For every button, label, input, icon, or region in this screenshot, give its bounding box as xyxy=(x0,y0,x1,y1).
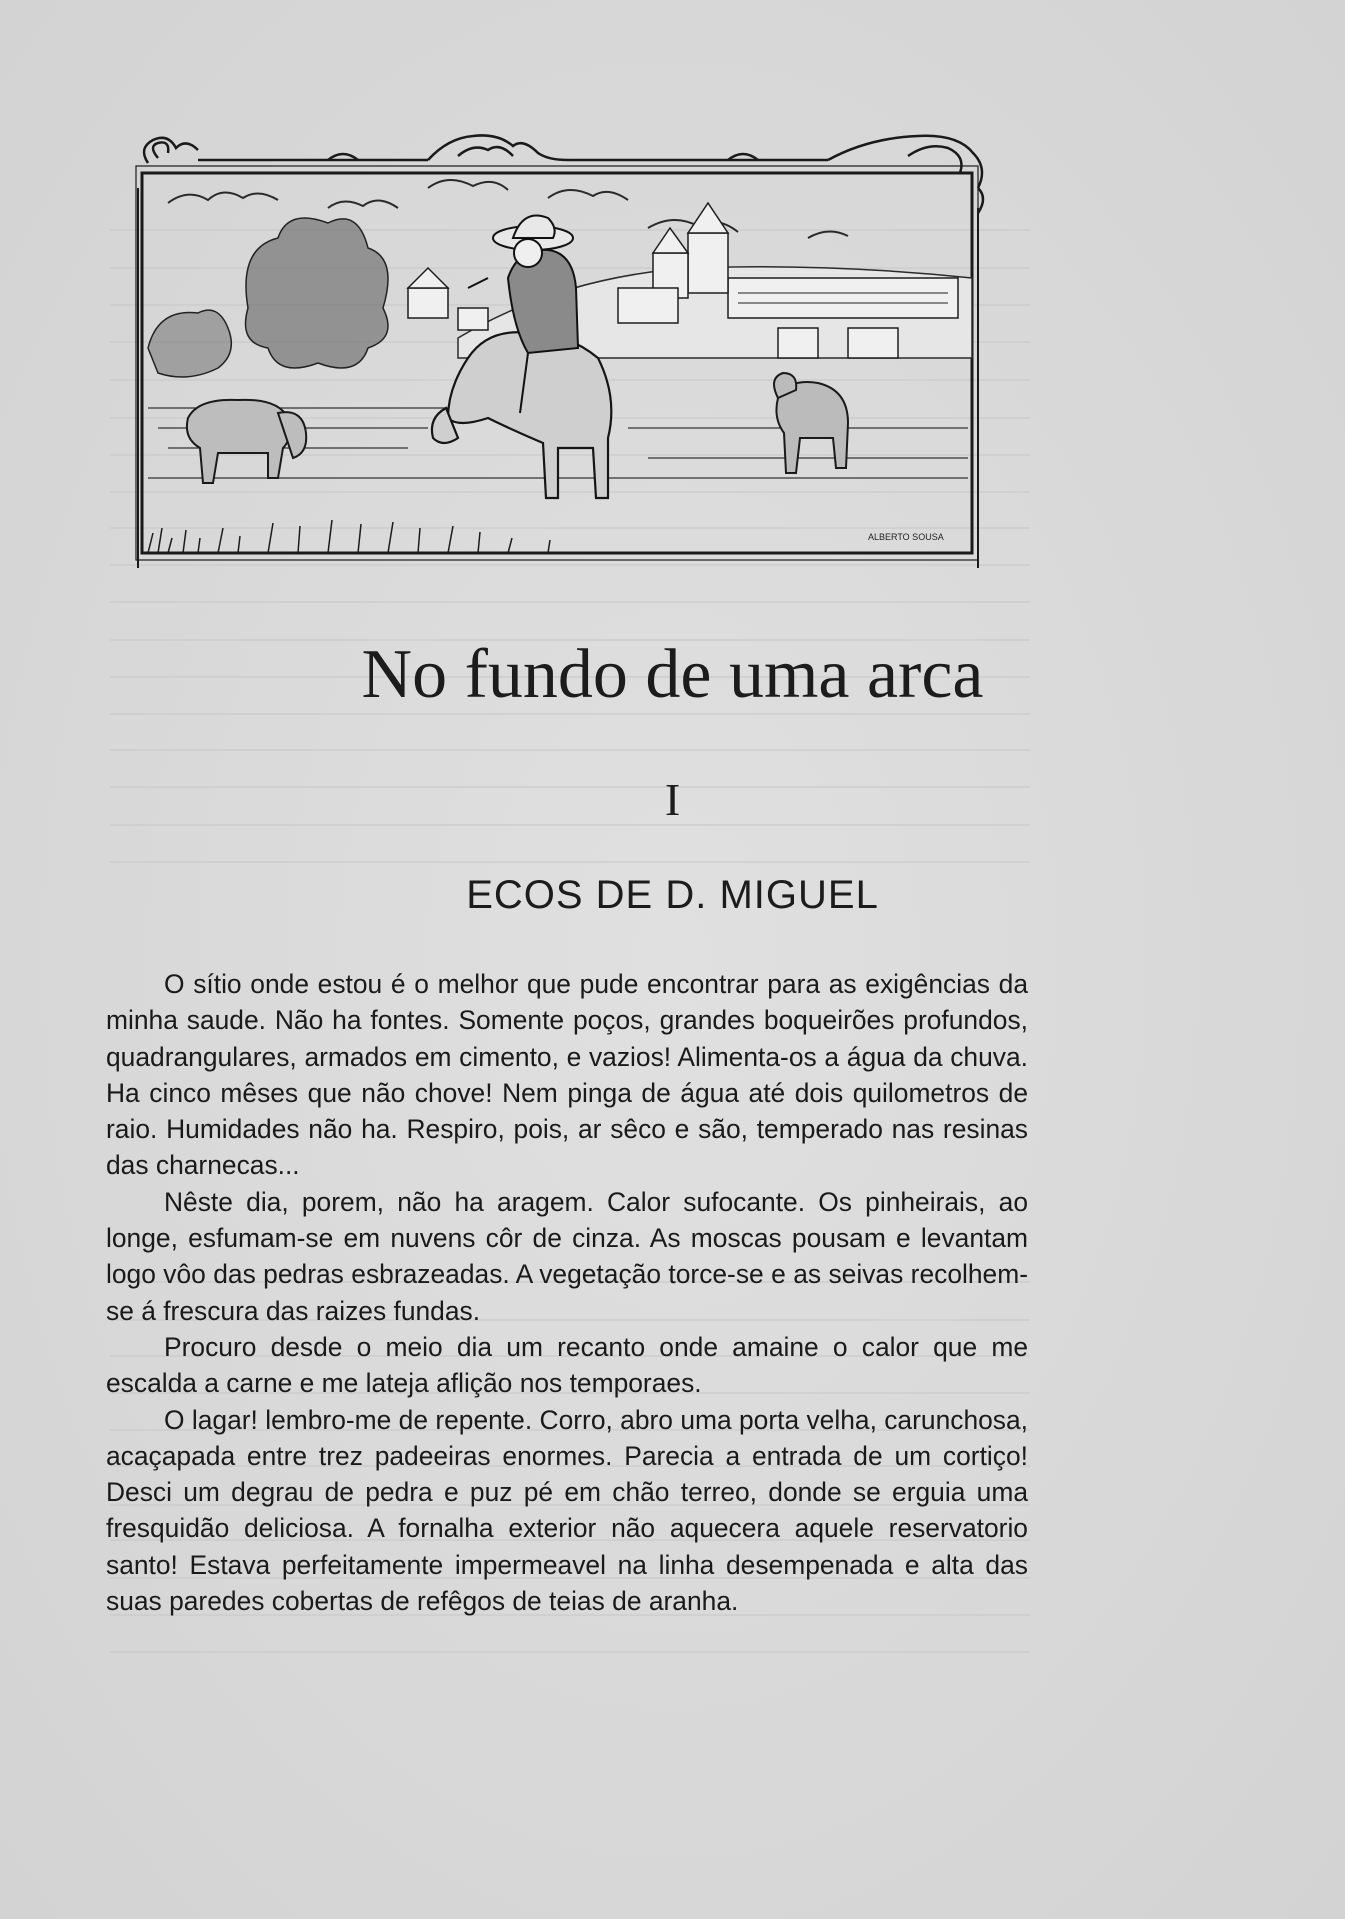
pastoral-engraving-icon xyxy=(128,128,998,588)
paragraph: O sítio onde estou é o melhor que pude encontrar para as exigências da minha saude. Não ha fontes. Somente poços, grandes boqueirões profundos, quadrangulares, armados em cimento, e vazios! Alimenta-os a água da chuva. Ha cinco mêses que não chove! Nem pinga de água até dois quilometros de raio. Humidades não ha. Respiro, pois, ar sêco e são, temperado nas resinas das charnecas... xyxy=(106,969,1028,1181)
illustration-signature: ALBERTO SOUSA xyxy=(868,532,944,542)
paragraph: Nêste dia, porem, não ha aragem. Calor sufocante. Os pinheirais, ao longe, esfumam-se em nuvens côr de cinza. As moscas pousam e levantam logo vôo das pedras esbrazeadas. A vegetação torce-se e as seivas recolhem-se á frescura das raizes fundas. xyxy=(106,1186,1028,1326)
paragraph: Procuro desde o meio dia um recanto onde amaine o calor que me escalda a carne e me lateja aflição nos temporaes. xyxy=(106,1331,1028,1399)
body-text xyxy=(106,966,1028,1619)
paragraph: O lagar! lembro-me de repente. Corro, abro uma porta velha, carunchosa, acaçapada entre trez padeeiras enormes. Parecia a entrada de um cortiço! Desci um degrau de pedra e puz pé em chão terreo, donde se erguia uma fresquidão deliciosa. A fornalha exterior não aquecera aquele reservatorio santo! Estava perfeitamente impermeavel na linha desempenada e alta das suas paredes cobertas de refêgos de teias de aranha. xyxy=(106,1404,1028,1617)
chapter-number: I xyxy=(664,774,681,825)
page-title: No fundo de uma arca xyxy=(361,636,984,713)
chapter-title: ECOS DE D. MIGUEL xyxy=(466,873,879,917)
